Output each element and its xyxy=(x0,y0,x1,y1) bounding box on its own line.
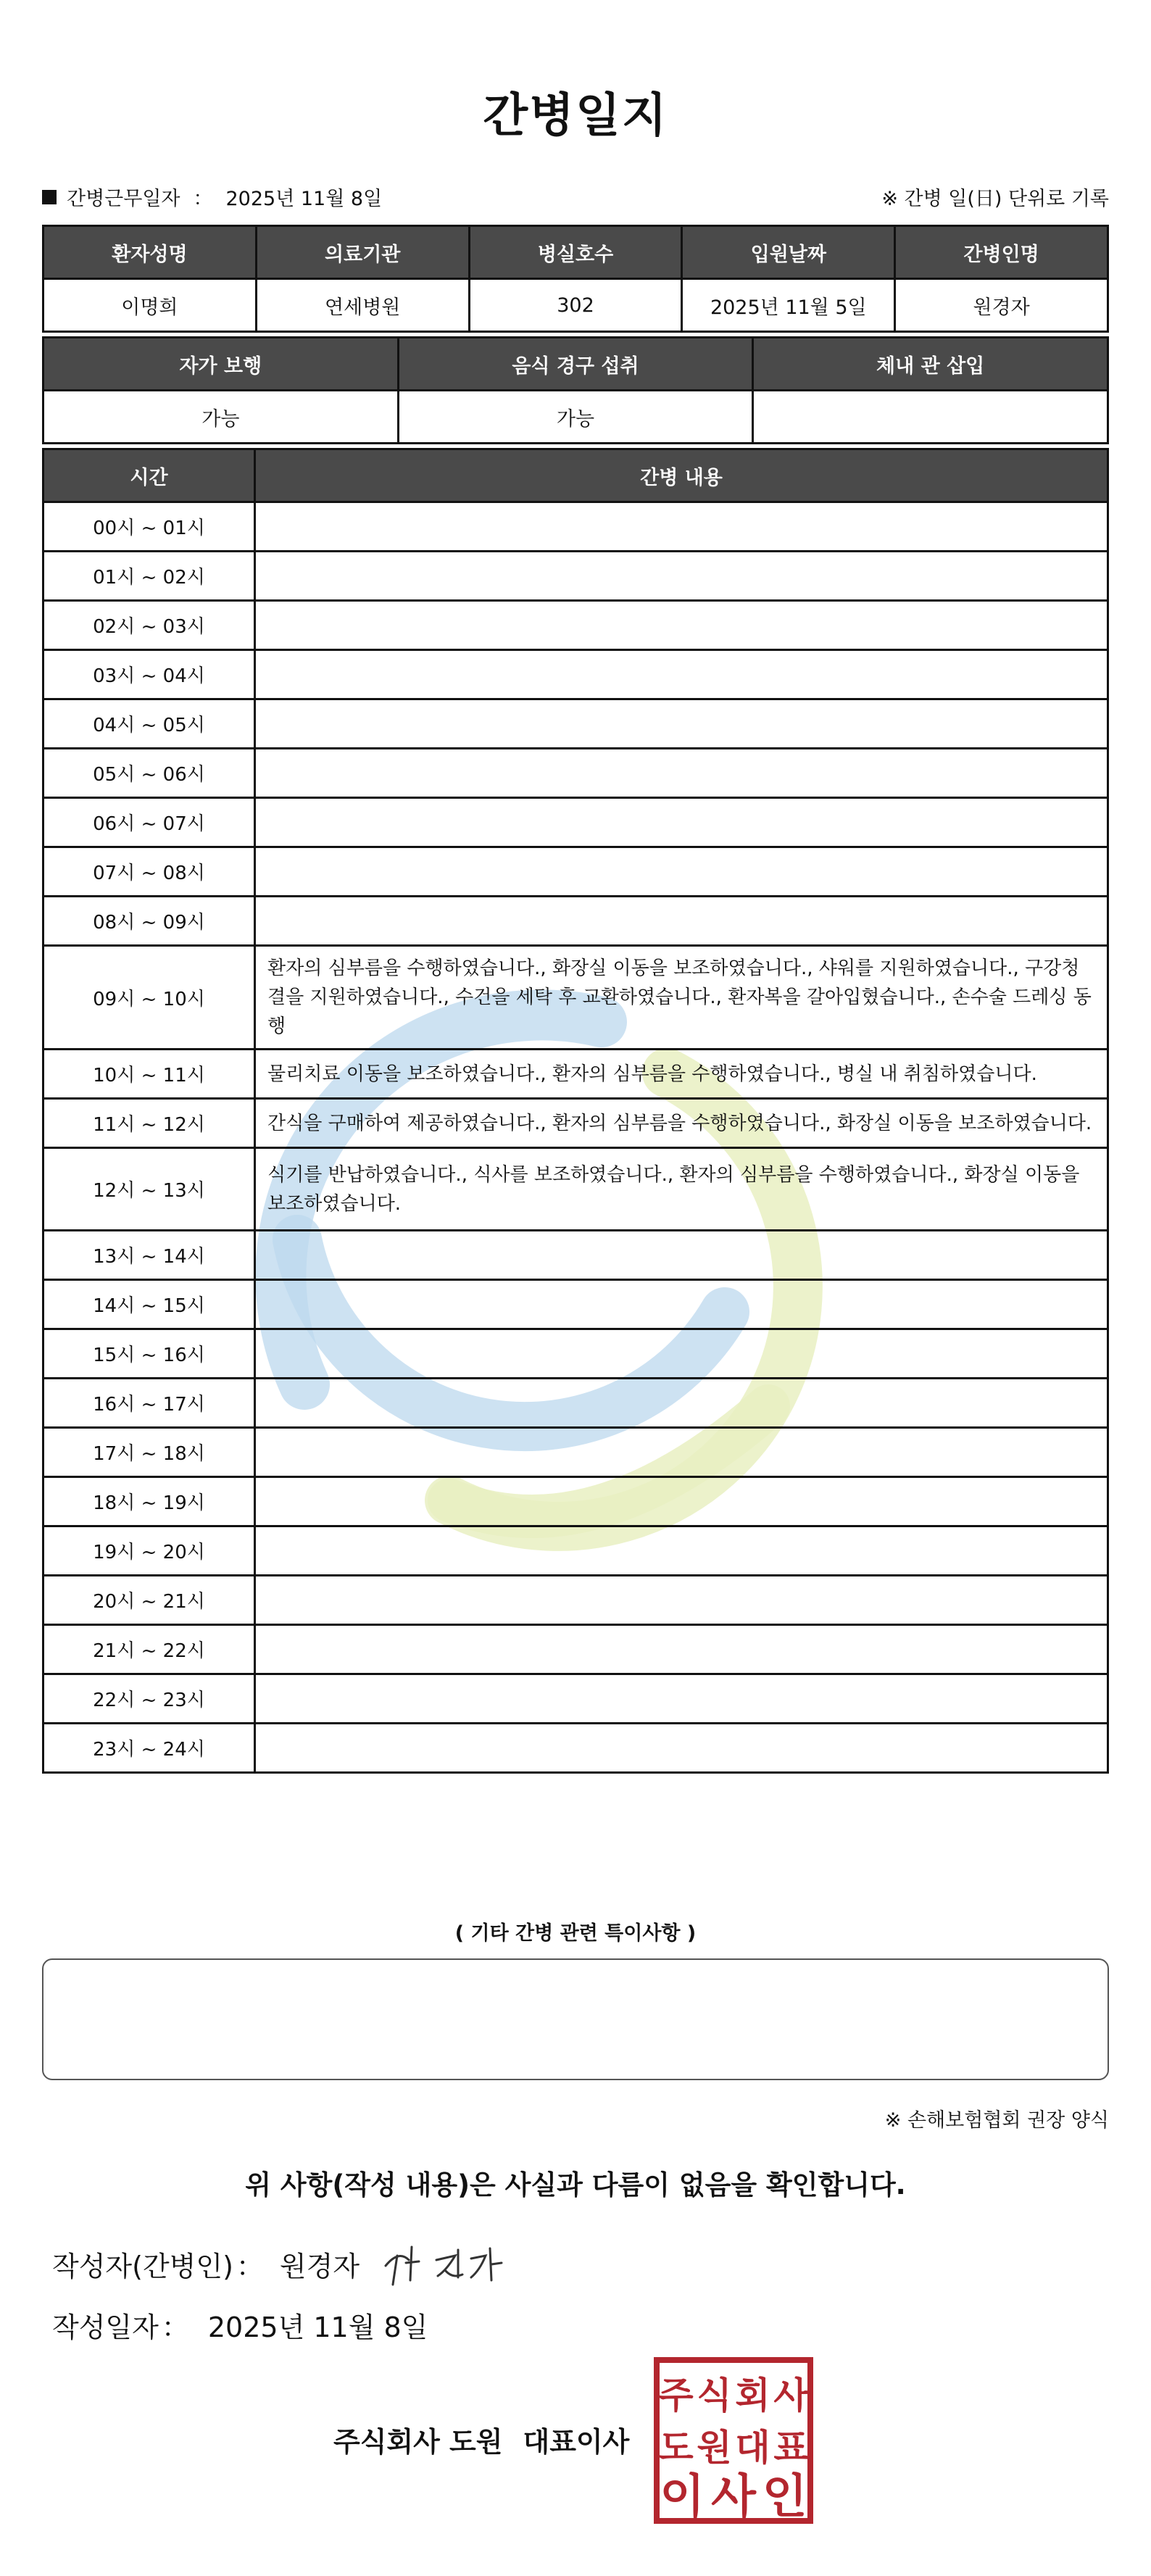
care-log-time: 16시 ~ 17시 xyxy=(43,1379,255,1428)
seal-character: 도 xyxy=(658,2427,694,2469)
header-walking: 자가 보행 xyxy=(43,338,399,391)
care-log-table xyxy=(42,448,1109,1774)
header-care-content: 간병 내용 xyxy=(255,449,1108,502)
company-role: 대표이사 xyxy=(523,2426,630,2458)
work-date-value: 2025년 11월 8일 xyxy=(225,188,383,210)
care-log-time: 07시 ~ 08시 xyxy=(43,847,255,897)
seal-character: 대 xyxy=(735,2427,770,2469)
seal-character: 표 xyxy=(773,2427,809,2469)
care-log-row xyxy=(43,1329,1108,1379)
care-log-time: 18시 ~ 19시 xyxy=(43,1477,255,1526)
care-log-content xyxy=(255,552,1108,601)
care-log-time: 13시 ~ 14시 xyxy=(43,1231,255,1280)
care-log-row xyxy=(43,1674,1108,1724)
room-number: 302 xyxy=(469,279,682,332)
work-date-label: 간병근무일자 xyxy=(67,188,180,210)
care-log-row xyxy=(43,699,1108,749)
header-caregiver: 간병인명 xyxy=(895,226,1108,279)
meta-row xyxy=(42,183,1109,212)
writer-label: 작성자(간병인) xyxy=(52,2251,233,2282)
care-log-time: 09시 ~ 10시 xyxy=(43,946,255,1050)
seal-character: 사 xyxy=(773,2375,809,2417)
care-log-time: 23시 ~ 24시 xyxy=(43,1724,255,1773)
tube-value xyxy=(753,391,1108,444)
patient-header-row xyxy=(43,226,1108,279)
care-log-time: 00시 ~ 01시 xyxy=(43,502,255,552)
oral-intake-value: 가능 xyxy=(398,391,753,444)
care-log-time: 11시 ~ 12시 xyxy=(43,1099,255,1148)
ability-table xyxy=(42,336,1109,444)
company-signature-line xyxy=(333,2419,629,2459)
care-log-row xyxy=(43,1379,1108,1428)
document-title: 간병일지 xyxy=(483,89,668,143)
care-log-row xyxy=(43,650,1108,699)
seal-character: 원 xyxy=(697,2427,732,2469)
care-log-time: 21시 ~ 22시 xyxy=(43,1625,255,1674)
care-log-content xyxy=(255,1625,1108,1674)
care-log-row xyxy=(43,1280,1108,1329)
header-oral-intake: 음식 경구 섭취 xyxy=(398,338,753,391)
care-log-content xyxy=(255,1428,1108,1477)
header-tube: 체내 관 삽입 xyxy=(753,338,1108,391)
notes-label: ( 기타 간병 관련 특이사항 ) xyxy=(454,1922,697,1945)
care-log-row xyxy=(43,1625,1108,1674)
record-note: ※ 간병 일(日) 단위로 기록 xyxy=(881,188,1109,210)
care-log-row xyxy=(43,1724,1108,1773)
care-log-content xyxy=(255,1724,1108,1773)
writer-colon: ： xyxy=(236,2251,264,2282)
seal-character: 주 xyxy=(658,2375,694,2417)
care-log-row xyxy=(43,1576,1108,1625)
care-log-time: 12시 ~ 13시 xyxy=(43,1148,255,1231)
care-log-content xyxy=(255,1379,1108,1428)
caregiver-name: 원경자 xyxy=(895,279,1108,332)
care-log-content xyxy=(255,749,1108,798)
care-log-row xyxy=(43,601,1108,650)
care-log-row xyxy=(43,502,1108,552)
care-log-content xyxy=(255,502,1108,552)
care-log-time: 02시 ~ 03시 xyxy=(43,601,255,650)
care-log-content xyxy=(255,798,1108,847)
care-log-time: 05시 ~ 06시 xyxy=(43,749,255,798)
care-log-time: 20시 ~ 21시 xyxy=(43,1576,255,1625)
care-log-content xyxy=(255,699,1108,749)
care-log-time: 14시 ~ 15시 xyxy=(43,1280,255,1329)
care-log-content xyxy=(255,650,1108,699)
confirmation-statement: 위 사항(작성 내용)은 사실과 다름이 없음을 확인합니다. xyxy=(245,2169,906,2201)
care-log-content xyxy=(255,1477,1108,1526)
patient-name: 이명희 xyxy=(43,279,257,332)
care-log-time: 15시 ~ 16시 xyxy=(43,1329,255,1379)
care-log-content xyxy=(255,1674,1108,1724)
care-log-time: 10시 ~ 11시 xyxy=(43,1050,255,1099)
care-log-content xyxy=(255,897,1108,946)
care-log-row xyxy=(43,1477,1108,1526)
care-log-time: 19시 ~ 20시 xyxy=(43,1526,255,1576)
writer-name: 원경자 xyxy=(279,2251,360,2282)
care-log-row xyxy=(43,847,1108,897)
company-name: 주식회사 도원 xyxy=(333,2426,503,2458)
care-log-row xyxy=(43,1428,1108,1477)
header-patient-name: 환자성명 xyxy=(43,226,257,279)
care-log-time: 04시 ~ 05시 xyxy=(43,699,255,749)
care-log-row xyxy=(43,1526,1108,1576)
care-log-content xyxy=(255,1231,1108,1280)
handwritten-signature xyxy=(377,2234,507,2292)
header-hospital: 의료기관 xyxy=(256,226,469,279)
care-log-row xyxy=(43,749,1108,798)
notes-box xyxy=(42,1958,1109,2080)
header-time: 시간 xyxy=(43,449,255,502)
care-log-time: 22시 ~ 23시 xyxy=(43,1674,255,1724)
care-log-row xyxy=(43,798,1108,847)
care-log-row xyxy=(43,946,1108,1050)
care-log-row xyxy=(43,1050,1108,1099)
care-log-content xyxy=(255,601,1108,650)
care-log-time: 03시 ~ 04시 xyxy=(43,650,255,699)
care-log-content xyxy=(255,1576,1108,1625)
write-date-line xyxy=(52,2305,428,2345)
care-log-row xyxy=(43,1148,1108,1231)
care-log-header-row xyxy=(43,449,1108,502)
care-log-content: 환자의 심부름을 수행하였습니다., 화장실 이동을 보조하였습니다., 샤워를 지원하였습니다., 구강청결을 지원하였습니다., 수건을 세탁 후 교환하였습니다., 환자복을 갈아입혔습니다., 손수술 드레싱 동행 xyxy=(255,946,1108,1050)
care-log-content: 간식을 구매하여 제공하였습니다., 환자의 심부름을 수행하였습니다., 화장실 이동을 보조하였습니다. xyxy=(255,1099,1108,1148)
care-log-row xyxy=(43,897,1108,946)
care-log-content xyxy=(255,1280,1108,1329)
care-log-time: 01시 ~ 02시 xyxy=(43,552,255,601)
care-log-content: 식기를 반납하였습니다., 식사를 보조하였습니다., 환자의 심부름을 수행하였습니다., 화장실 이동을 보조하였습니다. xyxy=(255,1148,1108,1231)
write-date-label: 작성일자 xyxy=(52,2311,159,2343)
seal-character: 사 xyxy=(711,2470,756,2524)
seal-character: 회 xyxy=(735,2375,770,2417)
ability-value-row xyxy=(43,391,1108,444)
care-log-time: 17시 ~ 18시 xyxy=(43,1428,255,1477)
write-date-colon: ： xyxy=(161,2311,189,2343)
hospital-name: 연세병원 xyxy=(256,279,469,332)
care-log-row xyxy=(43,1231,1108,1280)
care-log-content: 물리치료 이동을 보조하였습니다., 환자의 심부름을 수행하였습니다., 병실 내 취침하였습니다. xyxy=(255,1050,1108,1099)
care-log-time: 08시 ~ 09시 xyxy=(43,897,255,946)
ability-header-row xyxy=(43,338,1108,391)
square-bullet-icon xyxy=(42,190,57,204)
care-log-content xyxy=(255,1329,1108,1379)
admission-date: 2025년 11월 5일 xyxy=(682,279,895,332)
write-date-value: 2025년 11월 8일 xyxy=(207,2311,428,2343)
care-log-time: 06시 ~ 07시 xyxy=(43,798,255,847)
care-log-body xyxy=(43,502,1108,1773)
care-log-content xyxy=(255,1526,1108,1576)
seal-character: 식 xyxy=(697,2375,732,2417)
header-admission-date: 입원날짜 xyxy=(682,226,895,279)
care-log-row xyxy=(43,1099,1108,1148)
company-seal xyxy=(652,2356,815,2525)
form-source-note: ※ 손해보험협회 권장 양식 xyxy=(884,2109,1109,2132)
work-date xyxy=(42,183,382,211)
walking-value: 가능 xyxy=(43,391,399,444)
patient-value-row xyxy=(43,279,1108,332)
header-room: 병실호수 xyxy=(469,226,682,279)
seal-character: 이 xyxy=(660,2470,705,2524)
care-log-content xyxy=(255,847,1108,897)
writer-line xyxy=(52,2244,360,2284)
seal-character: 인 xyxy=(762,2470,807,2524)
care-log-row xyxy=(43,552,1108,601)
work-date-colon: ： xyxy=(193,188,213,210)
patient-info-table xyxy=(42,225,1109,333)
